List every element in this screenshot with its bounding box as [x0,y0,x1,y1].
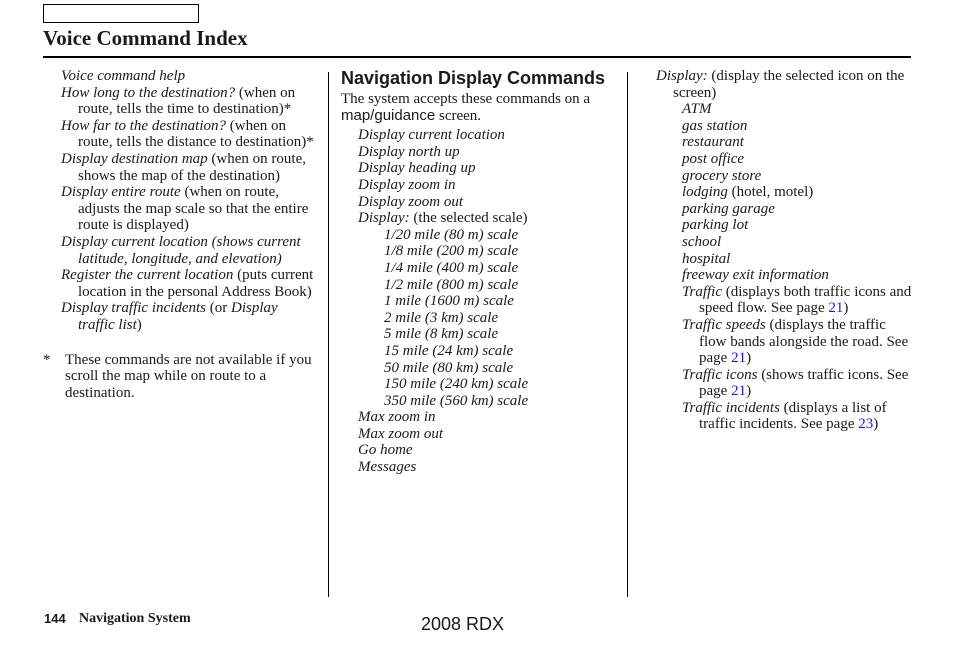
command-text: Max zoom out [358,425,443,442]
command-text: Voice command help [61,68,186,84]
icon-option: hospital [682,250,731,267]
traffic-entry [682,317,912,367]
command-line [61,151,316,184]
command-entry [61,234,316,267]
traffic-entry [682,400,912,433]
icon-list [656,101,912,433]
traffic-line [682,284,912,317]
scale-option: 1/20 mile (80 m) scale [384,226,519,243]
command-text: Traffic icons [682,366,758,383]
page-link[interactable]: 21 [731,383,747,400]
traffic-line [682,317,912,367]
note-text: (when on route, tells the distance to destination)* [78,117,314,151]
col1-traffic-entry [61,300,316,333]
command-text: Traffic speeds [682,316,766,333]
title-rule [43,56,911,58]
close-paren: ) [746,383,752,400]
command-line [61,234,316,267]
display-icon-entry [656,68,912,101]
traffic-entry [682,284,912,317]
command-text: Display traffic list [78,300,278,333]
or-text: (or [205,300,231,317]
command-text: Display traffic incidents [61,300,206,317]
header-tab-box [43,4,199,23]
command-text: Display: [358,210,410,227]
note-text: (hotel, motel) [727,184,814,201]
scale-option: 1/4 mile (400 m) scale [384,259,519,276]
scale-option: 50 mile (80 km) scale [384,359,514,376]
command-text: Display entire route [61,184,181,201]
command-text: How long to the destination? [61,84,236,101]
command-line [61,267,316,300]
icon-option: ATM [682,101,712,118]
scale-option: 150 mile (240 km) scale [384,376,529,393]
command-text: lodging [682,184,728,201]
command-text: Display current location [358,127,505,144]
command-text: Display: [656,68,708,84]
note-text: (displays the traffic flow bands alongside the road. See page [699,316,909,367]
note-text: (when on route, shows the map of the destination) [78,150,306,184]
intro-text-end: screen. [435,107,482,124]
command-text: Display zoom out [358,193,463,210]
scale-option: 5 mile (8 km) scale [384,326,499,343]
icon-option: parking garage [682,200,775,217]
icon-option: freeway exit information [682,267,829,284]
footer-model: 2008 RDX [421,614,505,634]
lodging-entry [682,184,912,201]
footnote-mark: * [43,351,51,368]
icon-option: post office [682,150,745,167]
note-text: (displays both traffic icons and speed flow. See page [699,283,912,317]
command-text: Display current location (shows current latitude, longitude, and elevation) [61,233,301,267]
col1-command-list [61,68,316,300]
footnote-text: These commands are not available if you scroll the map while on route to a destination. [65,351,312,401]
command-entry [61,184,316,234]
section-intro [341,91,616,124]
display-scale-entry [358,210,616,227]
traffic-line [682,367,912,400]
traffic-line [682,400,912,433]
column-2 [341,68,616,476]
command-text: Display zoom in [358,176,456,193]
scale-option: 1 mile (1600 m) scale [384,293,514,310]
command-line [61,68,316,85]
column-1 [43,68,316,401]
icon-option: restaurant [682,134,744,151]
command-text: Display destination map [61,150,208,167]
page-link[interactable]: 21 [828,300,844,317]
column-divider-2 [627,72,628,597]
footer-section: Navigation System [79,611,191,626]
command-text: Display north up [358,143,460,160]
col2-command-list [341,127,616,475]
icon-option: school [682,233,722,250]
footnote [43,352,316,402]
scale-option: 2 mile (3 km) scale [384,309,499,326]
command-line [61,184,316,234]
traffic-entry [682,367,912,400]
intro-screen-name: map/guidance [341,106,436,124]
scale-list [358,227,616,410]
command-text: Messages [358,459,417,476]
note-text: (displays a list of traffic incidents. See page [699,399,887,433]
note-text: (when on route, adjusts the map scale so that the entire route is displayed) [78,184,309,234]
page-link[interactable]: 23 [858,416,874,433]
close-paren: ) [843,300,849,317]
close-paren: ) [746,350,752,367]
note-text: (shows traffic icons. See page [699,366,909,400]
command-text: How far to the destination? [61,117,226,134]
column-divider-1 [328,72,329,597]
page-link[interactable]: 21 [731,350,747,367]
note-text: (display the selected icon on the screen) [673,68,905,101]
command-line [61,118,316,151]
page-title: Voice Command Index [43,26,248,50]
note-text: (puts current location in the personal Address Book) [78,267,314,300]
command-entry [61,68,316,85]
command-entry [61,85,316,118]
close-paren: ) [873,416,879,433]
command-entry [61,267,316,300]
command-text: Display heading up [358,160,476,177]
scale-option: 15 mile (24 km) scale [384,342,514,359]
command-entry [61,118,316,151]
command-entry [61,151,316,184]
command-text: Traffic incidents [682,399,780,416]
scale-option: 1/8 mile (200 m) scale [384,243,519,260]
command-text: Max zoom in [358,409,436,426]
page-number: 144 [44,611,66,626]
section-heading: Navigation Display Commands [341,68,606,88]
intro-text: The system accepts these commands on a [341,91,591,107]
command-text: Register the current location [61,267,234,284]
icon-option: grocery store [682,167,762,184]
icon-option: parking lot [682,217,749,234]
command-line [61,85,316,118]
close-paren: ) [136,316,142,333]
note-text: (the selected scale) [409,210,528,227]
scale-option: 350 mile (560 km) scale [384,392,529,409]
command-text: Go home [358,442,413,459]
scale-option: 1/2 mile (800 m) scale [384,276,519,293]
command-text: Traffic [682,283,723,300]
icon-option: gas station [682,117,748,134]
note-text: (when on route, tells the time to destination)* [78,84,296,118]
column-3 [656,68,912,433]
